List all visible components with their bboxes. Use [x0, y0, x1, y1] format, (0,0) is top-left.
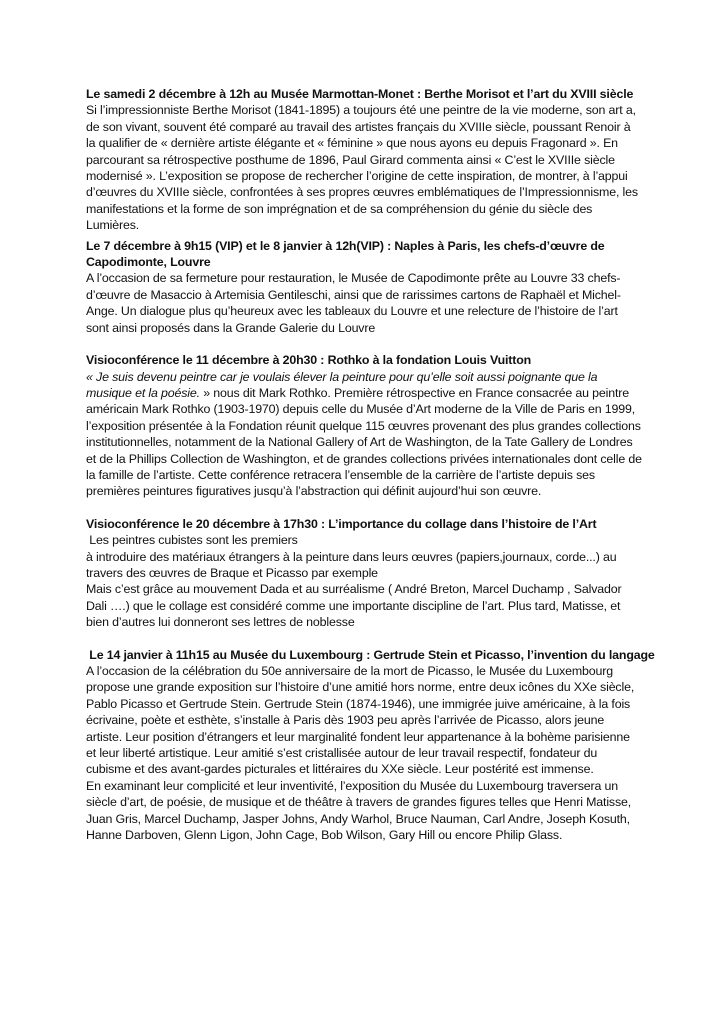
event-description: A l’occasion de sa fermeture pour restauration, le Musée de Capodimonte prête au Louvre 33 chefs-d’œuvre de Masaccio à Artemisia Gentileschi, ainsi que de rarissimes cartons de Raphaël et Michel-Ange. Un dialogue plus qu’heureux avec les tableaux du Louvre et une relecture de l’histoire de l’art sont ainsi proposés dans la Grande Galerie du Louvre: [86, 271, 621, 335]
event-line: Mais c’est grâce au mouvement Dada et au surréalisme ( André Breton, Marcel Duchamp , Salvador Dali ….) que le collage est considéré comme une importante discipline de l’art. Plus tard, Matisse, et bien d’autres lui donneront ses lettres de noblesse: [86, 582, 622, 630]
event-morisot: [86, 86, 642, 234]
event-title: Le 7 décembre à 9h15 (VIP) et le 8 janvier à 12h(VIP) : Naples à Paris, les chefs-d’œuvre de Capodimonte, Louvre: [86, 238, 605, 270]
rothko-quote: « Je suis devenu peintre car je voulais élever la peinture pour qu’elle soit aussi poignante que la musique et la poésie.: [86, 369, 598, 400]
event-description: En examinant leur complicité et leur inventivité, l’exposition du Musée du Luxembourg traversera un siècle d’art, de poésie, de musique et de théâtre à travers de grandes figures telles que Henri Matisse, Juan Gris, Marcel Duchamp, Jasper Johns, Andy Warhol, Bruce Nauman, Carl Andre, Joseph Kosuth, Hanne Darboven, Glenn Ligon, John Cage, Bob Wilson, Gary Hill ou encore Philip Glass.: [86, 778, 632, 843]
event-title: Le samedi 2 décembre à 12h au Musée Marmottan-Monet : Berthe Morisot et l’art du XVIII siècle: [86, 87, 634, 101]
event-collage: [86, 516, 642, 631]
event-description: A l’occasion de la célébration du 50e anniversaire de la mort de Picasso, le Musée du Luxembourg propose une grande exposition sur l’histoire d’une amitié hors norme, entre deux icônes du XXe siècle, Pablo Picasso et Gertrude Stein. Gertrude Stein (1874-1946), une immigrée juive américaine, à la fois écrivaine, poète et esthète, s’installe à Paris dès 1903 peu après l’arrivée de Picasso, alors jeune artiste. Leur position d’étrangers et leur marginalité fondent leur appartenance à la bohème parisienne et leur liberté artistique. Leur amitié s’est cristallisée autour de leur travail respectif, fondateur du cubisme et des avant-gardes picturales et littéraires du XXe siècle. Leur postérité est immense.: [86, 664, 635, 777]
event-title: Le 14 janvier à 11h15 au Musée du Luxembourg : Gertrude Stein et Picasso, l’invention du langage: [86, 647, 655, 662]
event-description: Si l’impressionniste Berthe Morisot (1841-1895) a toujours été une peintre de la vie moderne, son art a, de son vivant, souvent été comparé au travail des artistes français du XVIIIe siècle, poussant Renoir à la qualifier de « dernière artiste élégante et « féminine » que nous ayons eu depuis Fragonard ». En parcourant sa rétrospective posthume de 1896, Paul Girard commenta ainsi « C’est le XVIIIe siècle modernisé ». L’exposition se propose de rechercher l’origine de cette inspiration, de montrer, à l’appui d’œuvres du XVIIIe siècle, confrontées à ses propres œuvres emblématiques de l’Impressionnisme, les manifestations et la forme de son imprégnation et de sa compréhension du génie du siècle des Lumières.: [86, 103, 638, 233]
event-title: Visioconférence le 20 décembre à 17h30 : L’importance du collage dans l’histoire de l’Art: [86, 516, 597, 531]
event-description: [86, 369, 642, 500]
event-title: Visioconférence le 11 décembre à 20h30 : Rothko à la fondation Louis Vuitton: [86, 353, 532, 368]
event-line: à introduire des matériaux étrangers à la peinture dans leurs œuvres (papiers,journaux, corde...) au travers des œuvres de Braque et Picasso par exemple: [86, 549, 617, 580]
event-capodimonte: [86, 238, 642, 336]
event-line: Les peintres cubistes sont les premiers: [86, 533, 298, 548]
event-description-text: » nous dit Mark Rothko. Première rétrospective en France consacrée au peintre américain Mark Rothko (1903-1970) depuis celle du Musée d’Art moderne de la Ville de Paris en 1999, l’exposition présentée à la Fondation réunit quelque 115 œuvres provenant des plus grandes collections institutionnelles, notamment de la National Gallery of Art de Washington, de la Tate Gallery de Londres et de la Phillips Collection de Washington, et de grandes collections privées internationales dont celle de la famille de l’artiste. Cette conférence retracera l’ensemble de la carrière de l’artiste depuis ses premières peintures figuratives jusqu’à l’abstraction qui définit aujourd’hui son œuvre.: [86, 385, 642, 499]
event-stein-picasso: [86, 647, 655, 844]
document-page: [86, 86, 655, 843]
event-rothko: [86, 352, 642, 500]
